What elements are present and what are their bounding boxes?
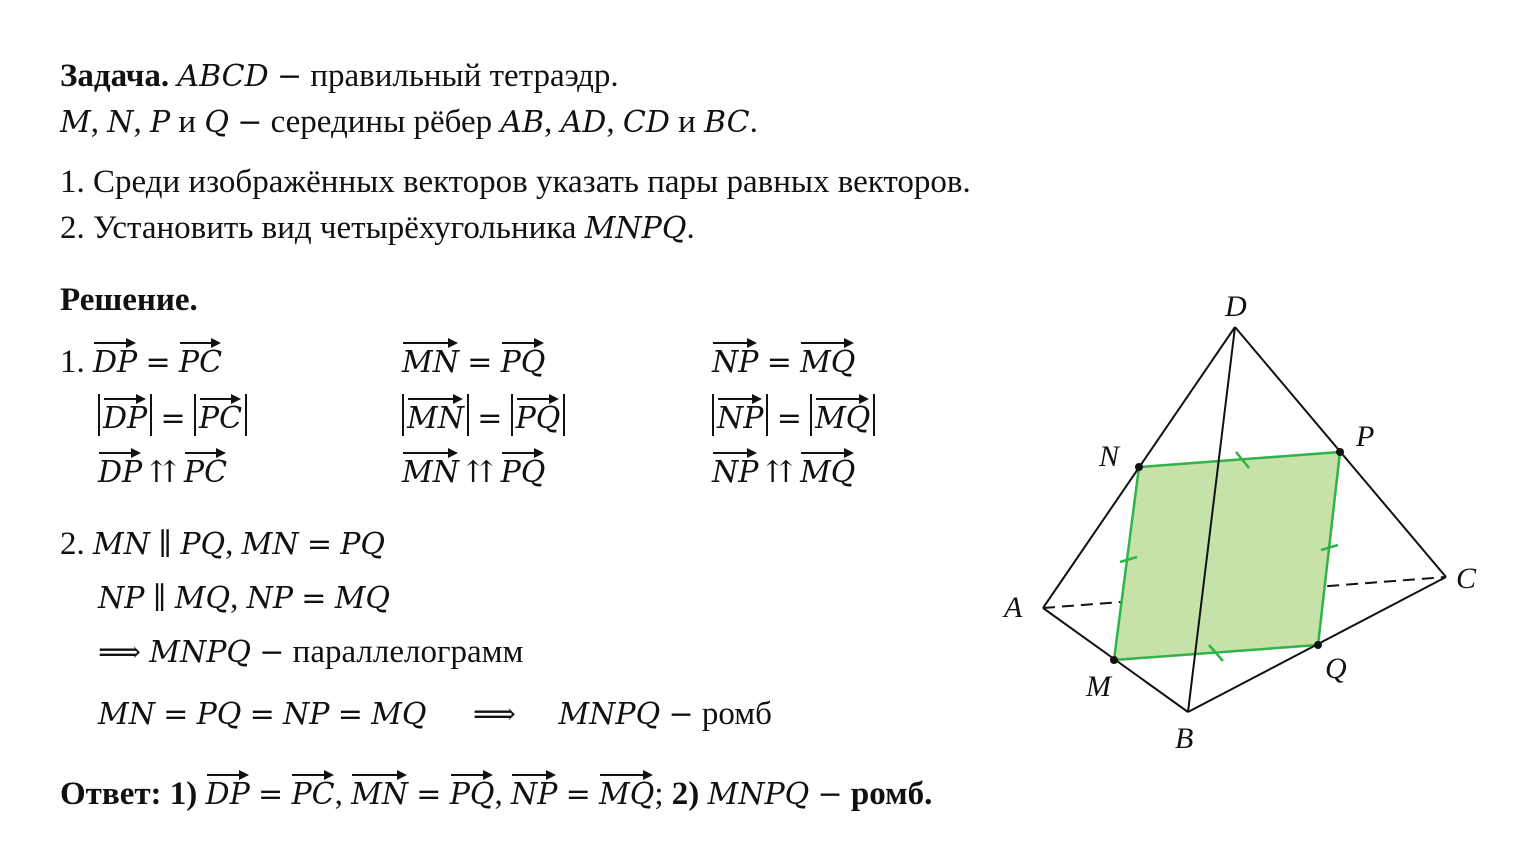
answer-label: Ответ: 1) [60, 776, 198, 812]
label-m: M [1086, 670, 1111, 703]
answer-line: Ответ: 1) DP = PC, MN = PQ, NP = MQ; 2) MNPQ − ромб. [60, 770, 932, 815]
question-1: 1. Среди изображённых векторов указать пары равных векторов. [60, 164, 971, 200]
label-p: P [1356, 420, 1375, 453]
task-line-1: Задача. ABCD − правильный тетраэдр. [60, 58, 619, 94]
question-2: 2. Установить вид четырёхугольника MNPQ. [60, 210, 695, 246]
task-label: Задача. [60, 58, 170, 94]
vector-pc: PC [179, 338, 222, 379]
point-m [1110, 656, 1118, 664]
solution-2-line-2: NP ∥ MQ, NP = MQ [98, 580, 390, 616]
vector-mn: MN [402, 338, 459, 379]
solution-2-line-3: ⟹ MNPQ − параллелограмм [98, 634, 524, 670]
vector-mq: MQ [800, 338, 855, 379]
task-line-2: M, N, P и Q − середины рёбер AB, AD, CD и BC. [60, 104, 758, 140]
point-q [1314, 641, 1322, 649]
label-b: B [1175, 722, 1194, 755]
vector-dp: DP [93, 338, 137, 379]
solution-row-lengths: DP = PC [98, 394, 247, 439]
solution-row-codirectional: DP ⇈ PC [98, 448, 227, 493]
label-c: C [1456, 562, 1477, 595]
solution-label: Решение. [60, 282, 198, 318]
label-q: Q [1325, 652, 1347, 685]
vector-np: NP [712, 338, 758, 379]
tetrahedron-name: ABCD [177, 59, 269, 94]
solution-2-line-4: MN = PQ = NP = MQ ⟹ MNPQ − ромб [98, 696, 772, 732]
label-n: N [1099, 440, 1120, 473]
solution-2-line-1: 2. MN ∥ PQ, MN = PQ [60, 526, 385, 562]
vector-pq: PQ [501, 338, 546, 379]
label-a: A [1004, 591, 1023, 624]
label-d: D [1225, 290, 1247, 323]
section-mnpq [1114, 452, 1340, 660]
solution-row-vectors-equal: 1. DP = PC [60, 338, 222, 383]
point-n [1135, 463, 1143, 471]
point-p [1336, 448, 1344, 456]
